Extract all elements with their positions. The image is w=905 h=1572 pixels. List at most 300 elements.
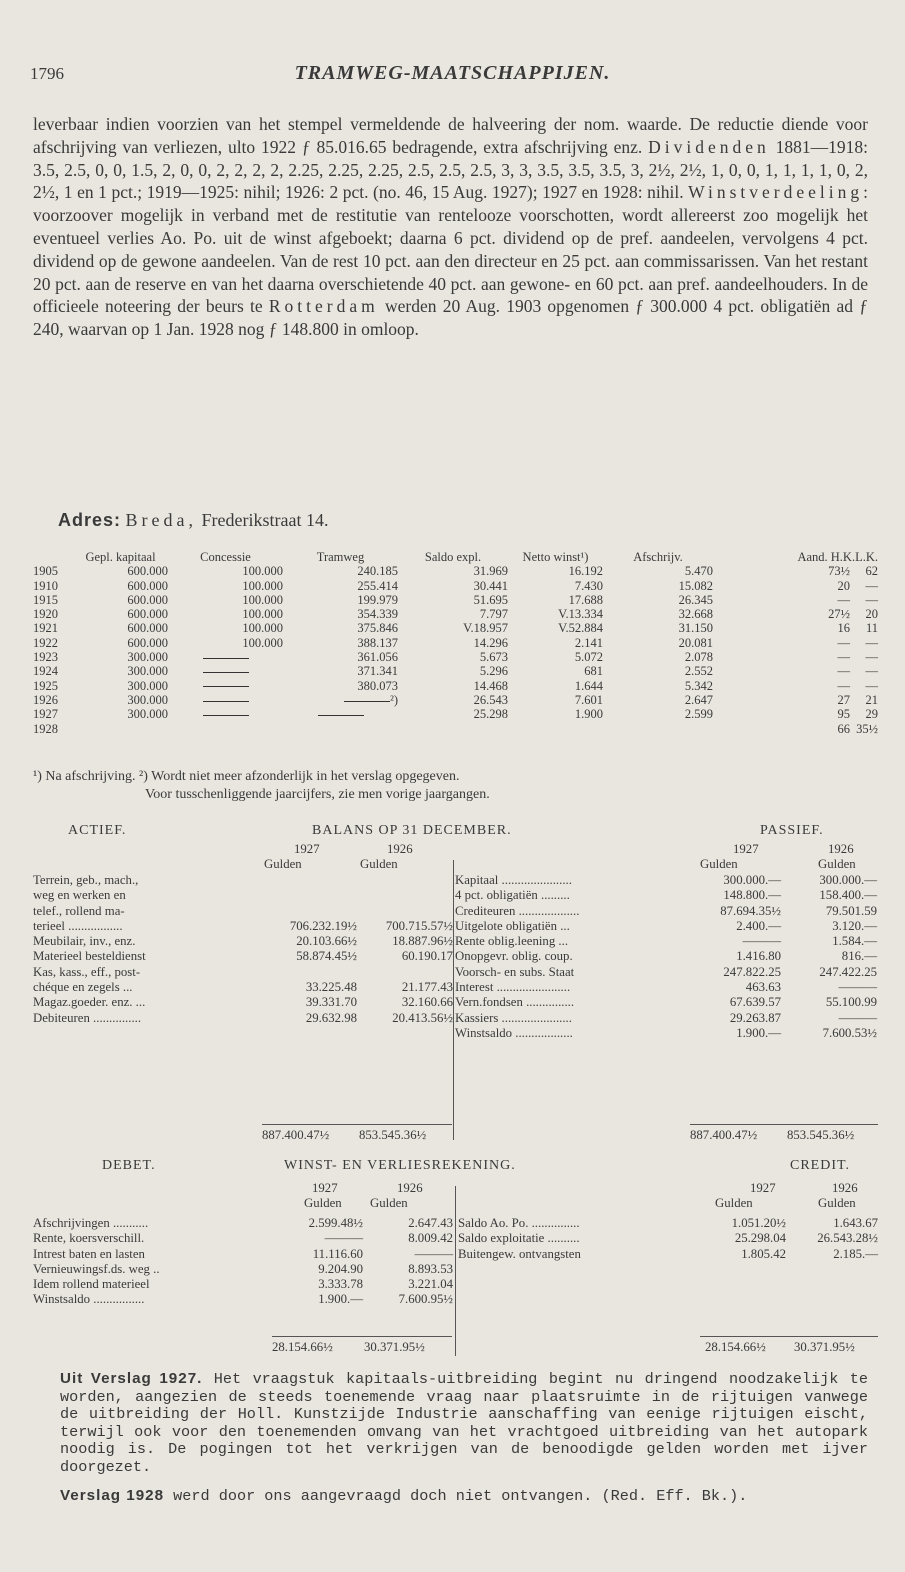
stats-netto: 2.141: [574, 635, 603, 650]
balans-actief-total-1927: 887.400.47½: [262, 1128, 330, 1142]
passief-value-1927: 300.000.—: [723, 873, 781, 887]
debet-value-1927: 1.900.—: [318, 1292, 363, 1307]
actief-value-1926: [357, 965, 453, 980]
stats-aand: [713, 664, 878, 678]
passief-value-1927: 2.400.—: [736, 918, 781, 933]
passief-value-1926: 300.000.—: [819, 873, 877, 887]
stats-header-concessie: Concessie: [200, 550, 251, 564]
verslag-1928-text: werd door ons aangevraagd doch niet ontvangen. (Red. Eff. Bk.).: [173, 1487, 748, 1505]
balans-passief-year-2: 1926: [828, 842, 854, 856]
stats-kapitaal: 600.000: [127, 635, 168, 650]
passief-row: [455, 949, 877, 964]
stats-saldo: 7.797: [479, 607, 508, 622]
balans-passief-table: [455, 873, 877, 1041]
debet-value-1926: 7.600.95½: [398, 1292, 453, 1307]
debet-value-1926: ———: [414, 1246, 453, 1261]
stats-concessie: 100.000: [242, 564, 283, 579]
actief-value-1927: 29.632.98: [305, 1010, 357, 1025]
stats-afschrijv: 15.082: [678, 578, 713, 593]
stats-aand: [713, 679, 878, 693]
credit-row: [458, 1216, 878, 1231]
passief-value-1926: 79.501.59: [825, 903, 877, 918]
stats-afschrijv: 2.599: [684, 707, 713, 722]
winst-debet-table: [33, 1216, 453, 1308]
intro-part-3: : voorzoover mogelijk in verband met de restitutie van rentelooze voorschotten, wordt allereerst zoo mogelijk het eventueel verlies Ao. Po. uit de winst afgeboekt; daarna 6 pct. dividend op de pref. aandeelen, vervolgens 4 pct. dividend op de gewone aandeelen. Van de rest 10 pct. aan den directeur en 25 pct. aan commissarissen. Van het restant 20 pct. aan de reserve en van het daarna overschietende 40 pct. aan gewone- en 60 pct. aan pref. aandeelhouders. In de officieele noteering der beurs te: [33, 182, 869, 317]
stats-kapitaal: [73, 722, 168, 736]
actief-value-1927: 33.225.48: [305, 980, 357, 995]
passief-value-1927: 247.822.25: [723, 964, 781, 979]
stats-netto: 7.601: [574, 692, 603, 707]
stats-afschrijv: 2.078: [684, 650, 713, 665]
empty-dash: [203, 686, 249, 687]
passief-row: [455, 995, 877, 1010]
debet-label: Vernieuwingsf.ds. weg ..: [33, 1261, 160, 1276]
stats-saldo: 14.468: [473, 678, 508, 693]
debet-label: Winstsaldo ................: [33, 1292, 145, 1307]
credit-value-1927: 25.298.04: [734, 1231, 786, 1246]
stats-aand-lk: —: [865, 650, 878, 665]
stats-aand: [713, 650, 878, 664]
debet-label: Intrest baten en lasten: [33, 1246, 145, 1261]
passief-label: Uitgelote obligatiën ...: [455, 918, 570, 933]
balans-actief-table: [33, 873, 453, 1026]
debet-row: [33, 1292, 453, 1307]
stats-row: [33, 593, 878, 607]
stats-aand-lk: 35½: [856, 721, 878, 736]
winstverdeeling-label: Winstverdeeling: [688, 182, 864, 203]
balans-passief-year-1: 1927: [733, 842, 759, 856]
winst-debet-total-1927: 28.154.66½: [272, 1340, 333, 1354]
stats-afschrijv: 32.668: [678, 607, 713, 622]
actief-label: Materieel besteldienst: [33, 949, 146, 964]
passief-label: Vern.fondsen ...............: [455, 995, 575, 1010]
actief-label: weg en werken en: [33, 888, 126, 903]
balans-actief-year-1: 1927: [294, 842, 320, 856]
address-line: [58, 510, 328, 531]
stats-concessie: [168, 664, 283, 678]
actief-value-1926: [357, 904, 453, 919]
stats-concessie: [168, 679, 283, 693]
actief-row: [33, 873, 453, 888]
address-label: Adres:: [58, 510, 122, 530]
stats-netto: V.52.884: [558, 621, 603, 636]
balans-actief-unit-1: Gulden: [264, 857, 302, 871]
stats-aand-hk: —: [837, 678, 850, 693]
actief-label: Terrein, geb., mach.,: [33, 873, 139, 887]
stats-footnote-1: ¹) Na afschrijving. ²) Wordt niet meer afzonderlijk in het verslag opgegeven.: [33, 769, 460, 784]
stats-aand-hk: —: [837, 635, 850, 650]
balans-actief-total-1926: 853.545.36½: [359, 1128, 427, 1142]
stats-afschrijv: 2.647: [684, 692, 713, 707]
winst-credit-total-1927: 28.154.66½: [705, 1340, 766, 1354]
actief-row: [33, 934, 453, 949]
stats-year: 1927: [33, 707, 58, 722]
stats-netto: 17.688: [568, 592, 603, 607]
passief-value-1926: ———: [838, 1010, 877, 1025]
stats-aand-hk: 73½: [828, 564, 850, 579]
intro-part-4: werden 20 Aug. 1903 opgenomen ƒ 300.000 4 pct. obligatiën ad ƒ 240, waarvan op 1 Jan. 1928 nog ƒ 148.800 in omloop.: [33, 296, 869, 340]
stats-year: 1928: [33, 721, 58, 736]
balans-passief-sumline: [690, 1124, 878, 1125]
stats-row: [33, 621, 878, 635]
stats-aand-hk: 27½: [828, 607, 850, 622]
credit-value-1927: 1.805.42: [741, 1246, 786, 1261]
actief-value-1927: [262, 888, 357, 903]
debet-value-1926: 8.893.53: [408, 1261, 453, 1276]
verslag-1928-label: Verslag 1928: [60, 1487, 165, 1504]
debet-value-1926: 3.221.04: [408, 1277, 453, 1292]
verslag-1927: [60, 1370, 868, 1477]
stats-aand: [713, 693, 878, 707]
page-title: TRAMWEG-MAATSCHAPPIJEN.: [294, 62, 611, 84]
actief-value-1926: 20.413.56½: [392, 1010, 453, 1025]
stats-netto: 1.900: [574, 707, 603, 722]
actief-value-1926: 18.887.96½: [392, 934, 453, 949]
passief-value-1926: 158.400.—: [819, 888, 877, 903]
actief-value-1926: 32.160.66: [401, 995, 453, 1010]
actief-label: Magaz.goeder. enz. ...: [33, 995, 146, 1010]
actief-value-1927: [262, 873, 357, 888]
balans-actief-unit-2: Gulden: [360, 857, 398, 871]
winst-debet-sumline: [272, 1336, 452, 1337]
stats-afschrijv: 5.470: [684, 564, 713, 579]
debet-value-1927: 2.599.48½: [308, 1216, 363, 1230]
stats-year: 1910: [33, 578, 58, 593]
stats-tramweg-note: ²): [390, 692, 398, 707]
balans-left-title: ACTIEF.: [68, 823, 127, 838]
stats-year: 1923: [33, 650, 58, 665]
stats-saldo: 5.673: [479, 650, 508, 665]
winst-debet-total-1926: 30.371.95½: [364, 1340, 425, 1354]
stats-aand-lk: —: [865, 578, 878, 593]
balans-passief-total-1926: 853.545.36½: [787, 1128, 855, 1142]
stats-kapitaal: 600.000: [127, 607, 168, 622]
stats-tramweg: 388.137: [357, 635, 398, 650]
balans-divider: [453, 860, 454, 1140]
empty-dash: [203, 672, 249, 673]
intro-part-1: leverbaar indien voorzien van het stempel vermeldende de halveering der nom. waarde. De reductie diende voor afschrijving van verliezen, ulto 1922 ƒ 85.016.65 bedragende, extra afschrijving enz.: [33, 114, 868, 157]
passief-value-1927: 1.900.—: [736, 1025, 781, 1040]
passief-value-1927: 87.694.35½: [720, 903, 781, 918]
stats-aand-lk: 21: [865, 692, 878, 707]
stats-header-kapitaal: Gepl. kapitaal: [85, 550, 156, 564]
stats-aand-hk: 20: [837, 578, 850, 593]
actief-label: Debiteuren ...............: [33, 1010, 142, 1025]
stats-concessie: 100.000: [242, 592, 283, 607]
winst-left-title: DEBET.: [102, 1158, 156, 1173]
passief-value-1926: 7.600.53½: [822, 1025, 877, 1040]
credit-value-1926: 26.543.28½: [817, 1231, 878, 1246]
actief-label: telef., rollend ma-: [33, 903, 125, 918]
winst-credit-table: [458, 1216, 878, 1262]
stats-row: [33, 679, 878, 693]
stats-aand-hk: 66: [837, 721, 850, 736]
passief-value-1927: 463.63: [745, 980, 781, 995]
passief-label: Voorsch- en subs. Staat: [455, 964, 575, 979]
stats-kapitaal: 300.000: [127, 707, 168, 722]
debet-row: [33, 1247, 453, 1262]
balans-passief-unit-2: Gulden: [818, 857, 856, 871]
actief-row: [33, 995, 453, 1010]
stats-row: [33, 579, 878, 593]
debet-value-1927: 3.333.78: [318, 1277, 363, 1292]
stats-aand: [713, 636, 878, 650]
stats-aand-lk: 62: [865, 564, 878, 579]
debet-value-1926: 2.647.43: [408, 1216, 453, 1230]
stats-row: [33, 650, 878, 664]
balans-actief-year-2: 1926: [387, 842, 413, 856]
stats-aand: [713, 579, 878, 593]
balans-passief-total-1927: 887.400.47½: [690, 1128, 758, 1142]
passief-value-1926: 1.584.—: [832, 934, 877, 949]
stats-kapitaal: 600.000: [127, 564, 168, 579]
stats-concessie: [168, 693, 283, 707]
passief-value-1926: 3.120.—: [832, 918, 877, 933]
stats-saldo: 14.296: [473, 635, 508, 650]
empty-dash: [203, 701, 249, 702]
address-street: Frederikstraat 14.: [201, 510, 329, 530]
stats-header-afschrijv: Afschrijv.: [633, 550, 683, 564]
stats-aand: [713, 722, 878, 736]
actief-row: [33, 919, 453, 934]
debet-value-1927: 11.116.60: [312, 1246, 363, 1261]
winst-credit-year-1: 1927: [750, 1181, 776, 1195]
passief-label: Crediteuren ...................: [455, 903, 580, 918]
stats-row: [33, 693, 878, 707]
stats-netto: 1.644: [574, 678, 603, 693]
stats-tramweg: 240.185: [357, 564, 398, 579]
passief-row: [455, 980, 877, 995]
stats-aand-lk: 29: [865, 707, 878, 722]
stats-row: [33, 707, 878, 721]
actief-row: [33, 949, 453, 964]
actief-label: chéque en zegels ...: [33, 980, 133, 995]
stats-aand-hk: 16: [837, 621, 850, 636]
stats-kapitaal: 600.000: [127, 592, 168, 607]
winst-debet-unit-1: Gulden: [304, 1196, 342, 1210]
actief-label: Kas, kass., eff., post-: [33, 964, 141, 979]
empty-dash: [203, 658, 249, 659]
stats-year: 1922: [33, 635, 58, 650]
actief-value-1927: 58.874.45½: [296, 949, 357, 964]
stats-concessie: [168, 707, 283, 721]
passief-row: [455, 919, 877, 934]
credit-label: Buitengew. ontvangsten: [458, 1246, 581, 1261]
stats-concessie: 100.000: [242, 621, 283, 636]
stats-aand-hk: 95: [837, 707, 850, 722]
page-header: [30, 60, 875, 90]
stats-aand: [713, 564, 878, 578]
verslag-1927-label: Uit Verslag 1927.: [60, 1370, 203, 1387]
credit-value-1927: 1.051.20½: [731, 1216, 786, 1230]
stats-year: 1905: [33, 564, 58, 579]
stats-kapitaal: 300.000: [127, 650, 168, 665]
debet-row: [33, 1216, 453, 1231]
stats-saldo: 30.441: [473, 578, 508, 593]
winst-credit-unit-1: Gulden: [715, 1196, 753, 1210]
credit-row: [458, 1247, 878, 1262]
stats-footnote-2: Voor tusschenliggende jaarcijfers, zie men vorige jaargangen.: [145, 787, 490, 802]
empty-dash: [203, 715, 249, 716]
stats-saldo: 25.298: [473, 707, 508, 722]
actief-label: Meubilair, inv., enz.: [33, 934, 136, 949]
actief-row: [33, 980, 453, 995]
stats-afschrijv: 2.552: [684, 664, 713, 679]
stats-header-saldo: Saldo expl.: [424, 550, 482, 564]
actief-value-1926: [357, 873, 453, 888]
stats-tramweg: 361.056: [357, 650, 398, 665]
stats-header-netto: Netto winst¹): [522, 550, 589, 564]
passief-row: [455, 904, 877, 919]
stats-aand-hk: —: [837, 650, 850, 665]
stats-aand: [713, 621, 878, 635]
stats-header-aand: Aand. H.K.L.K.: [797, 550, 878, 564]
stats-aand: [713, 707, 878, 721]
actief-value-1927: 706.232.19½: [289, 918, 357, 933]
stats-netto: 681: [584, 664, 603, 679]
winst-debet-unit-2: Gulden: [370, 1196, 408, 1210]
empty-dash: [318, 715, 364, 716]
stats-netto: 5.072: [574, 650, 603, 665]
passief-value-1926: 247.422.25: [819, 964, 877, 979]
stats-aand-lk: —: [865, 592, 878, 607]
actief-value-1927: 39.331.70: [305, 995, 357, 1010]
winst-debet-year-2: 1926: [397, 1181, 423, 1195]
passief-label: Winstsaldo ..................: [455, 1025, 573, 1040]
stats-saldo: 5.296: [479, 664, 508, 679]
passief-label: Rente oblig.leening ...: [455, 934, 569, 949]
stats-kapitaal: 300.000: [127, 692, 168, 707]
passief-value-1927: ———: [742, 934, 781, 949]
stats-body: [33, 564, 878, 736]
actief-row: [33, 965, 453, 980]
stats-table: [33, 550, 878, 736]
credit-label: Saldo exploitatie ..........: [458, 1231, 580, 1246]
stats-year: 1925: [33, 678, 58, 693]
debet-row: [33, 1277, 453, 1292]
stats-row: [33, 636, 878, 650]
debet-value-1926: 8.009.42: [408, 1231, 453, 1246]
winst-divider: [455, 1186, 456, 1356]
stats-concessie: 100.000: [242, 607, 283, 622]
stats-kapitaal: 600.000: [127, 578, 168, 593]
passief-value-1927: 29.263.87: [729, 1010, 781, 1025]
winst-credit-total-1926: 30.371.95½: [794, 1340, 855, 1354]
debet-label: Rente, koersverschill.: [33, 1231, 145, 1246]
winst-credit-sumline: [700, 1336, 878, 1337]
stats-aand-hk: 27: [837, 692, 850, 707]
rotterdam-label: Rotterdam: [268, 296, 379, 317]
stats-kapitaal: 300.000: [127, 664, 168, 679]
stats-netto: 7.430: [574, 578, 603, 593]
credit-value-1926: 2.185.—: [833, 1246, 878, 1261]
stats-tramweg: [283, 707, 398, 721]
balans-actief-sumline: [262, 1124, 452, 1125]
verslag-1927-text: Het vraagstuk kapitaals-uitbreiding begint nu dringend noodzakelijk te worden, aangezien de steeds toenemende vraag naar plaatsruimte in de rijtuigen vanwege de uitbreiding der Holl. Kunstzijde Industrie aanschaffing van eenige rijtuigen eischt, terwijl ook voor den toenemenden omvang van het vrachtgoed uitbreiding van het autopark noodig is. De pogingen tot het verkrijgen van de benoodigde gelden worden met ijver doorgezet.: [60, 1370, 868, 1476]
passief-row: [455, 888, 877, 903]
stats-kapitaal: 300.000: [127, 678, 168, 693]
page-number: 1796: [30, 64, 64, 83]
actief-value-1927: [262, 904, 357, 919]
stats-saldo: 26.543: [473, 692, 508, 707]
dividenden-label: Dividenden: [648, 136, 770, 157]
balans-passief-unit-1: Gulden: [700, 857, 738, 871]
stats-aand-lk: —: [865, 678, 878, 693]
balans-title: BALANS OP 31 DECEMBER.: [312, 823, 512, 838]
stats-aand-hk: —: [837, 592, 850, 607]
stats-row: [33, 564, 878, 578]
address-city: Breda,: [125, 510, 197, 530]
stats-aand-lk: 11: [865, 621, 878, 636]
winst-right-title: CREDIT.: [790, 1158, 851, 1173]
stats-concessie: 100.000: [242, 578, 283, 593]
actief-row: [33, 904, 453, 919]
winst-credit-year-2: 1926: [832, 1181, 858, 1195]
stats-header-tramweg: Tramweg: [316, 550, 365, 564]
stats-afschrijv: 20.081: [678, 635, 713, 650]
stats-year: 1926: [33, 692, 58, 707]
winst-debet-year-1: 1927: [312, 1181, 338, 1195]
winst-title: WINST- EN VERLIESREKENING.: [284, 1158, 516, 1173]
stats-concessie: 100.000: [242, 635, 283, 650]
passief-row: [455, 934, 877, 949]
stats-tramweg: 371.341: [357, 664, 398, 679]
stats-year: 1920: [33, 607, 58, 622]
intro-text: [33, 113, 868, 341]
actief-label: terieel .................: [33, 918, 123, 933]
credit-value-1926: 1.643.67: [833, 1216, 878, 1230]
passief-value-1927: 1.416.80: [736, 949, 781, 964]
stats-tramweg: 255.414: [357, 578, 398, 593]
credit-label: Saldo Ao. Po. ...............: [458, 1216, 580, 1230]
stats-tramweg: 199.979: [357, 592, 398, 607]
stats-afschrijv: 5.342: [684, 678, 713, 693]
actief-row: [33, 1011, 453, 1026]
stats-tramweg: [283, 722, 398, 736]
stats-row: [33, 722, 878, 736]
stats-kapitaal: 600.000: [127, 621, 168, 636]
actief-value-1926: 60.190.17: [401, 949, 453, 964]
stats-saldo: V.18.957: [463, 621, 508, 636]
passief-label: Interest .......................: [455, 980, 571, 995]
stats-aand-lk: 20: [865, 607, 878, 622]
debet-row: [33, 1231, 453, 1246]
passief-label: Kassiers ......................: [455, 1010, 572, 1025]
stats-header-year: [33, 550, 73, 564]
stats-aand: [713, 593, 878, 607]
passief-row: [455, 965, 877, 980]
stats-tramweg: 354.339: [357, 607, 398, 622]
stats-saldo: 31.969: [473, 564, 508, 579]
stats-netto: [508, 722, 603, 736]
stats-aand: [713, 607, 878, 621]
debet-label: Idem rollend materieel: [33, 1277, 150, 1292]
stats-row: [33, 664, 878, 678]
passief-row: [455, 1026, 877, 1041]
passief-value-1927: 148.800.—: [723, 888, 781, 903]
stats-afschrijv: 26.345: [678, 592, 713, 607]
actief-value-1926: 21.177.43: [401, 980, 453, 995]
debet-label: Afschrijvingen ...........: [33, 1216, 149, 1230]
passief-label: 4 pct. obligatiën .........: [455, 888, 570, 903]
passief-value-1926: 55.100.99: [825, 995, 877, 1010]
actief-value-1927: 20.103.66½: [296, 934, 357, 949]
stats-saldo: 51.695: [473, 592, 508, 607]
stats-netto: V.13.334: [558, 607, 603, 622]
stats-afschrijv: [603, 722, 713, 736]
verslag-1928: [60, 1487, 868, 1506]
stats-afschrijv: 31.150: [678, 621, 713, 636]
